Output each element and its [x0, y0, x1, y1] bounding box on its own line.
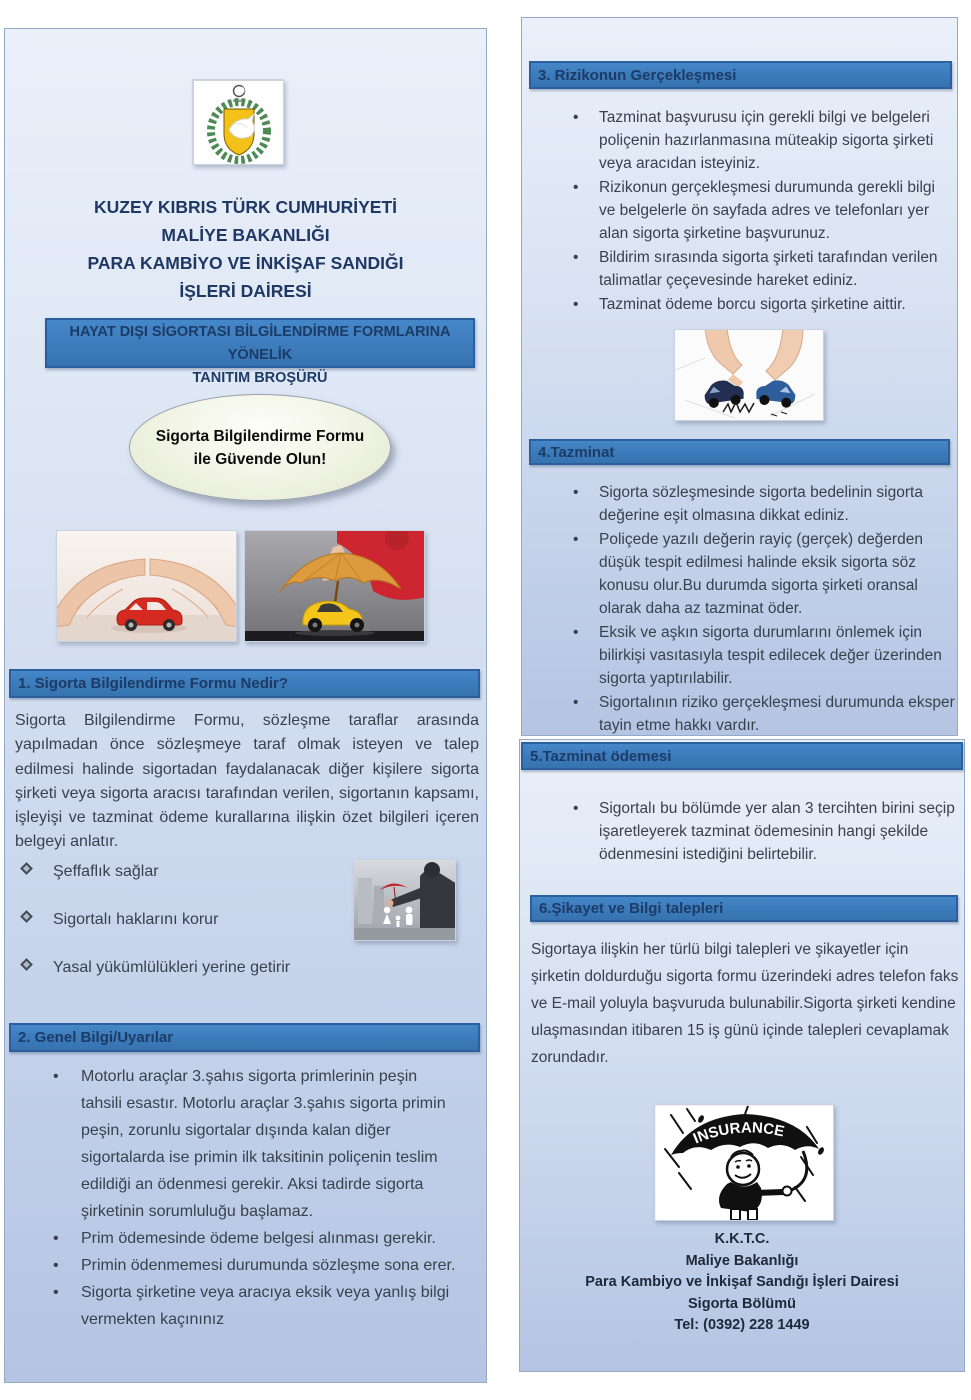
contact-line: Para Kambiyo ve İnkişaf Sandığı İşleri Dairesi [585, 1274, 899, 1290]
title-line: İŞLERİ DAİRESİ [179, 281, 312, 301]
section2-header-label: 2. Genel Bilgi/Uyarılar [18, 1029, 174, 1046]
benefits-diamond-list [19, 861, 349, 1005]
kktc-emblem-image [192, 79, 284, 165]
bullet-item-text: Sigortalı bu bölümde yer alan 3 tercihten birini seçip işaretleyerek tazminat ödemesinin hangi şekilde ödenmesini istediğini belirtebilir. [599, 800, 955, 863]
contact-line: Sigorta Bölümü [688, 1295, 796, 1312]
section5-header-label: 5.Tazminat ödemesi [530, 748, 672, 765]
slogan-line: ile Güvende Olun! [193, 450, 327, 468]
bullet-list-item [571, 293, 955, 316]
section2-bullet-list [51, 1063, 457, 1333]
right-bottom-brochure-panel [519, 739, 965, 1372]
bullet-list-item [51, 1252, 457, 1279]
diamond-item-label: Yasal yükümlülükleri yerine getirir [53, 959, 291, 976]
bullet-list-item [51, 1225, 457, 1252]
bullet-item-text: Prim ödemesinde ödeme belgesi alınması gerekir. [81, 1230, 436, 1247]
section2-header-bar [9, 1023, 480, 1052]
bullet-list-item [571, 246, 955, 292]
diamond-item-label: Sigortalı haklarını korur [53, 911, 219, 928]
diamond-bullet-icon [20, 958, 33, 971]
contact-line: Tel: (0392) 228 1449 [674, 1317, 810, 1333]
toy-car-crash-image [674, 329, 824, 421]
section4-header-label: 4.Tazminat [538, 444, 615, 461]
bullet-item-text: Bildirim sırasında sigorta şirketi tarafından verilen talimatlar çeçevesinde hareket ediniz. [599, 249, 938, 289]
right-top-brochure-panel [521, 17, 958, 736]
contact-line: Maliye Bakanlığı [685, 1252, 799, 1269]
section1-header-label: 1. Sigorta Bilgilendirme Formu Nedir? [18, 675, 289, 692]
section5-header-bar [521, 742, 963, 770]
umbrella-over-yellow-car-image [244, 530, 425, 642]
bullet-list-item [51, 1279, 457, 1333]
bullet-item-text: Sigortalının riziko gerçekleşmesi durumunda eksper tayin etme hakkı vardır. [599, 694, 955, 734]
family-protection-image [353, 859, 456, 941]
left-brochure-panel [4, 28, 487, 1383]
contact-line: K.K.T.C. [714, 1231, 770, 1247]
section4-bullet-list [571, 481, 955, 738]
ministry-title [5, 193, 486, 305]
bullet-list-item [571, 797, 963, 866]
bullet-list-item [571, 106, 955, 175]
section3-header-label: 3. Rizikonun Gerçekleşmesi [538, 67, 737, 84]
section4-header-bar [529, 439, 950, 465]
bullet-list-item [571, 176, 955, 245]
bullet-item-text: Rizikonun gerçekleşmesi durumunda gerekli bilgi ve belgelerle ön sayfada adres ve telefonları yer alan sigorta şirketine başvurunuz. [599, 179, 935, 242]
bullet-item-text: Eksik ve aşkın sigorta durumlarını önlemek için bilirkişi vasıtasıyla tespit edilecek değer üzerinden sigorta yaptırılabilir. [599, 624, 942, 687]
bullet-item-text: Motorlu araçlar 3.şahıs sigorta primlerinin peşin tahsili esastır. Motorlu araçlar 3.şahıs sigorta primin peşin, zorunlu sigortalar dışında kalan diğer sigortalarda ise primin ilk taksitinin poliçenin teslim edildiği an ödenmesi gerekir. Aksi tadirde sigorta şirketinin sorumluluğu başlamaz. [81, 1068, 446, 1220]
section1-paragraph: Sigorta Bilgilendirme Formu, sözleşme taraflar arasında yapılmadan önce sözleşmeye taraf olmak isteyen ve talep edilmesi halinde sigortadan faydalanacak diğer kişilere sigorta şirketi veya sigorta aracısı tarafından verilen, sigortanın kapsamı, işleyişi ve tazminat ödeme kurallarına ilişkin özet bilgileri içeren belgeyi anlatır. [15, 712, 479, 851]
bullet-list-item [51, 1063, 457, 1225]
bullet-list-item [571, 528, 955, 620]
section6-paragraph: Sigortaya ilişkin her türlü bilgi talepleri ve şikayetler için şirketin doldurduğu sigorta formu üzerindeki adres telefon faks ve E-mail yoluyla başvuruda bulunabilir.Sigorta şirketi kendine ulaşmasından itibaren 15 iş günü içinde talepleri cevaplamak zorundadır. [531, 941, 959, 1066]
diamond-list-item [19, 909, 349, 931]
bullet-list-item [571, 621, 955, 690]
section6-header-label: 6.Şikayet ve Bilgi talepleri [539, 900, 724, 917]
diamond-list-item [19, 861, 349, 883]
title-line: PARA KAMBİYO VE İNKİŞAF SANDIĞI [87, 253, 404, 273]
section3-header-bar [529, 61, 952, 89]
brochure-banner [45, 318, 475, 386]
umbrella-insurance-text: INSURANCE [690, 1119, 786, 1148]
contact-block [520, 1229, 964, 1337]
section3-bullet-list [571, 106, 955, 317]
bullet-item-text: Tazminat başvurusu için gerekli bilgi ve belgeleri poliçenin hazırlanmasına müteakip sigorta şirketi veya aracıdan isteyiniz. [599, 109, 934, 172]
diamond-item-label: Şeffaflık sağlar [53, 863, 159, 880]
diamond-bullet-icon [20, 910, 33, 923]
hands-over-red-car-image [56, 530, 237, 642]
banner-line: HAYAT DIŞI SİGORTASI BİLGİLENDİRME FORMLARINA YÖNELİK [69, 324, 451, 363]
safety-slogan-oval [129, 394, 391, 501]
bullet-item-text: Primin ödenmemesi durumunda sözleşme sona erer. [81, 1257, 456, 1274]
title-line: MALİYE BAKANLIĞI [161, 225, 330, 245]
kktc-emblem-icon [193, 80, 284, 165]
bullet-item-text: Tazminat ödeme borcu sigorta şirketine aittir. [599, 296, 906, 313]
diamond-list-item [19, 957, 349, 979]
slogan-line: Sigorta Bilgilendirme Formu [155, 427, 365, 445]
banner-line: TANITIM BROŞÜRÜ [192, 370, 328, 386]
bullet-item-text: Sigorta şirketine veya aracıya eksik veya yanlış bilgi vermekten kaçınınız [81, 1284, 450, 1328]
title-line: KUZEY KIBRIS TÜRK CUMHURİYETİ [93, 197, 398, 217]
bullet-list-item [571, 691, 955, 737]
bullet-item-text: Poliçede yazılı değerin rayiç (gerçek) değerden düşük tespit edilmesi halinde eksik sigorta söz konusu olur.Bu durumda sigorta şirketi oransal olarak daha az tazminat öder. [599, 531, 923, 617]
bullet-list-item [571, 481, 955, 527]
diamond-bullet-icon [20, 862, 33, 875]
section6-header-bar [530, 895, 958, 922]
bullet-item-text: Sigorta sözleşmesinde sigorta bedelinin sigorta değerine eşit olmasına dikkat ediniz. [599, 484, 923, 524]
section1-header-bar [9, 669, 480, 698]
section5-bullet-list [571, 797, 963, 867]
insurance-cartoon-image [654, 1104, 834, 1221]
